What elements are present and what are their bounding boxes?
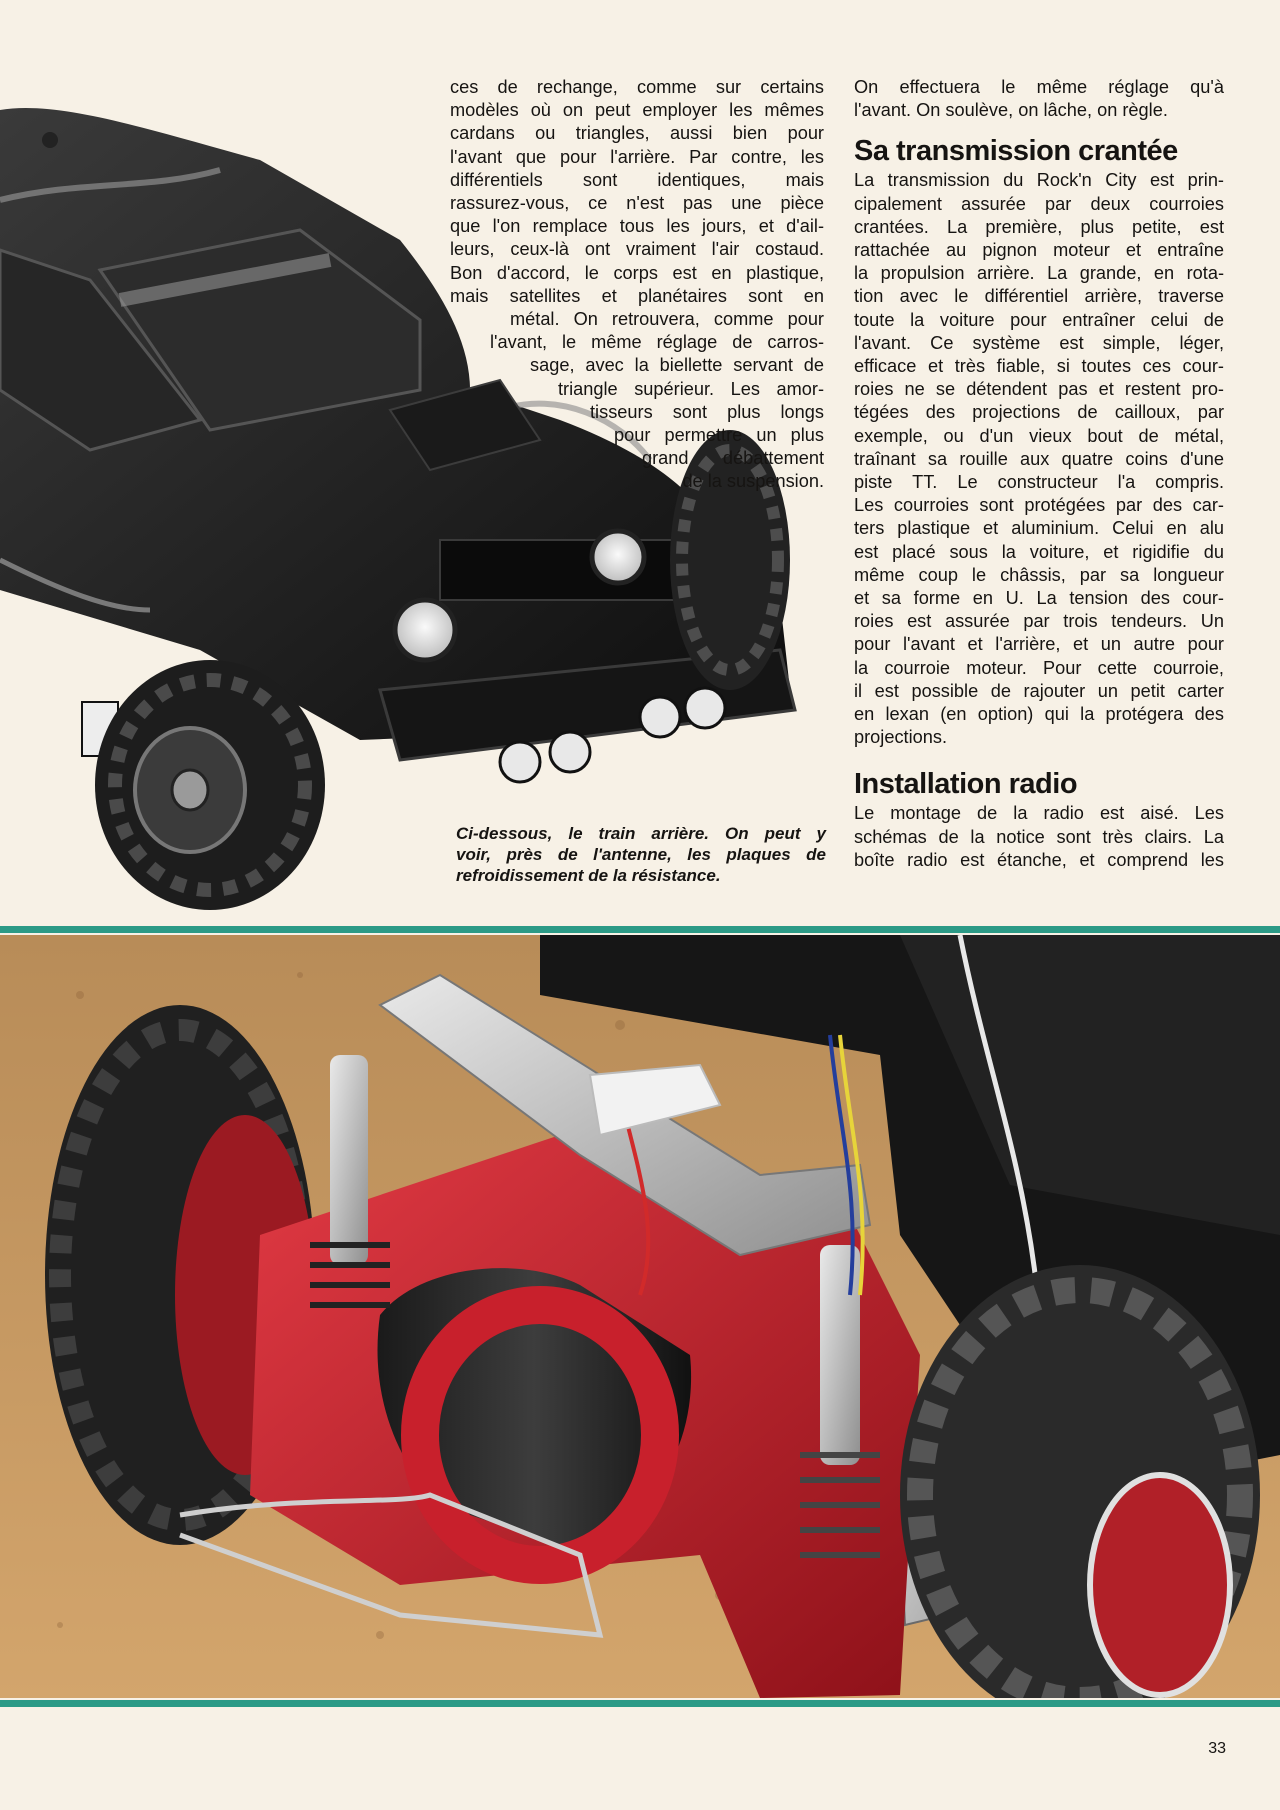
accent-rule-top [0,926,1280,933]
text-line: pour permettre un plus [614,425,824,446]
text-line: ters plastique et aluminium. Celui en alu [854,518,1224,539]
text-line: Les courroies sont protégées par des car- [854,495,1224,516]
accent-rule-bottom [0,1700,1280,1707]
text-line: rassurez-vous, ce n'est pas une pièce [450,193,824,214]
text-line: projections. [854,727,948,748]
text-line: leurs, ceux-là ont vraiment l'air costaud. [450,239,824,260]
text-line: pour l'avant et l'arrière, et un autre pour [854,634,1224,655]
text-line: piste TT. Le constructeur l'a compris. [854,472,1224,493]
article-column-right [854,76,1224,872]
text-line: roies est assurée par trois tendeurs. Un [854,611,1224,632]
text-line: tégées des projections de cailloux, par [854,402,1224,423]
article-column-left [450,76,824,494]
text-line: modèles où on peut employer les mêmes [450,100,824,121]
text-line: On effectuera le même réglage qu'à [854,77,1224,97]
text-line: tisseurs sont plus longs [590,401,824,422]
caption-line: voir, près de l'antenne, les plaques de [456,845,826,864]
text-line: grand débattement [642,448,824,469]
text-line: en lexan (en option) qui la protégera des [854,704,1224,725]
text-line: cipalement assurée par deux courroies [854,193,1224,214]
text-line: la courroie moteur. Pour cette courroie, [854,657,1224,678]
section-heading-radio: Installation radio [854,768,1078,801]
text-line: mais satellites et planétaires sont en [450,285,824,306]
text-line: et sa forme en U. La tension des cour- [854,588,1224,609]
text-line: schémas de la notice sont très clairs. La [854,826,1224,847]
text-line: boîte radio est étanche, et comprend les [854,849,1224,870]
text-line: traînant sa rouille aux quatre coins d'une [854,448,1224,469]
text-line: sage, avec la biellette servant de [530,355,824,376]
text-line: triangle supérieur. Les amor- [558,378,824,399]
caption-line: Ci-dessous, le train arrière. On peut y [456,824,826,843]
text-line: l'avant, le même réglage de carros- [490,332,824,353]
text-line: que l'on remplace tous les jours, et d'ail- [450,216,824,237]
caption-line: refroidissement de la résistance. [456,866,721,885]
text-line: est placé sous la voiture, et rigidifie du [854,541,1224,562]
photo-caption [456,823,826,886]
text-line: La transmission du Rock'n City est prin- [854,170,1224,191]
text-line: rattachée au pignon moteur et entraîne [854,240,1224,261]
section-heading-transmission: Sa transmission crantée [854,135,1178,168]
text-line: la propulsion arrière. La grande, en rota- [854,263,1224,284]
text-line: tion avec le différentiel arrière, traverse [854,286,1224,307]
text-line: métal. On retrouvera, comme pour [510,309,824,330]
text-line: il est possible de rajouter un petit carter [854,680,1224,701]
text-line: ces de rechange, comme sur certains [450,77,824,97]
text-line: même coup le châssis, par sa longueur [854,564,1224,585]
text-line: de la suspension. [682,471,824,492]
text-line: l'avant. On soulève, on lâche, on règle. [854,100,1168,121]
text-line: l'avant que pour l'arrière. Par contre, les [450,146,824,167]
text-line: différentiels sont identiques, mais [450,169,824,190]
text-line: Bon d'accord, le corps est en plastique, [450,262,824,283]
text-line: l'avant. Ce système est simple, léger, [854,332,1224,353]
text-line: crantées. La première, plus petite, est [854,216,1224,237]
rear-axle-photo [0,935,1280,1698]
text-line: roies ne se détendent pas et restent pro- [854,379,1224,400]
text-line: cardans ou triangles, aussi bien pour [450,123,824,144]
text-line: Le montage de la radio est aisé. Les [854,803,1224,824]
rear-axle-illustration [0,935,1280,1698]
text-line: toute la voiture pour entraîner celui de [854,309,1224,330]
text-line: efficace et très fiable, si toutes ces cour- [854,356,1224,377]
text-line: exemple, ou d'un vieux bout de métal, [854,425,1224,446]
page-number: 33 [1208,1740,1226,1757]
